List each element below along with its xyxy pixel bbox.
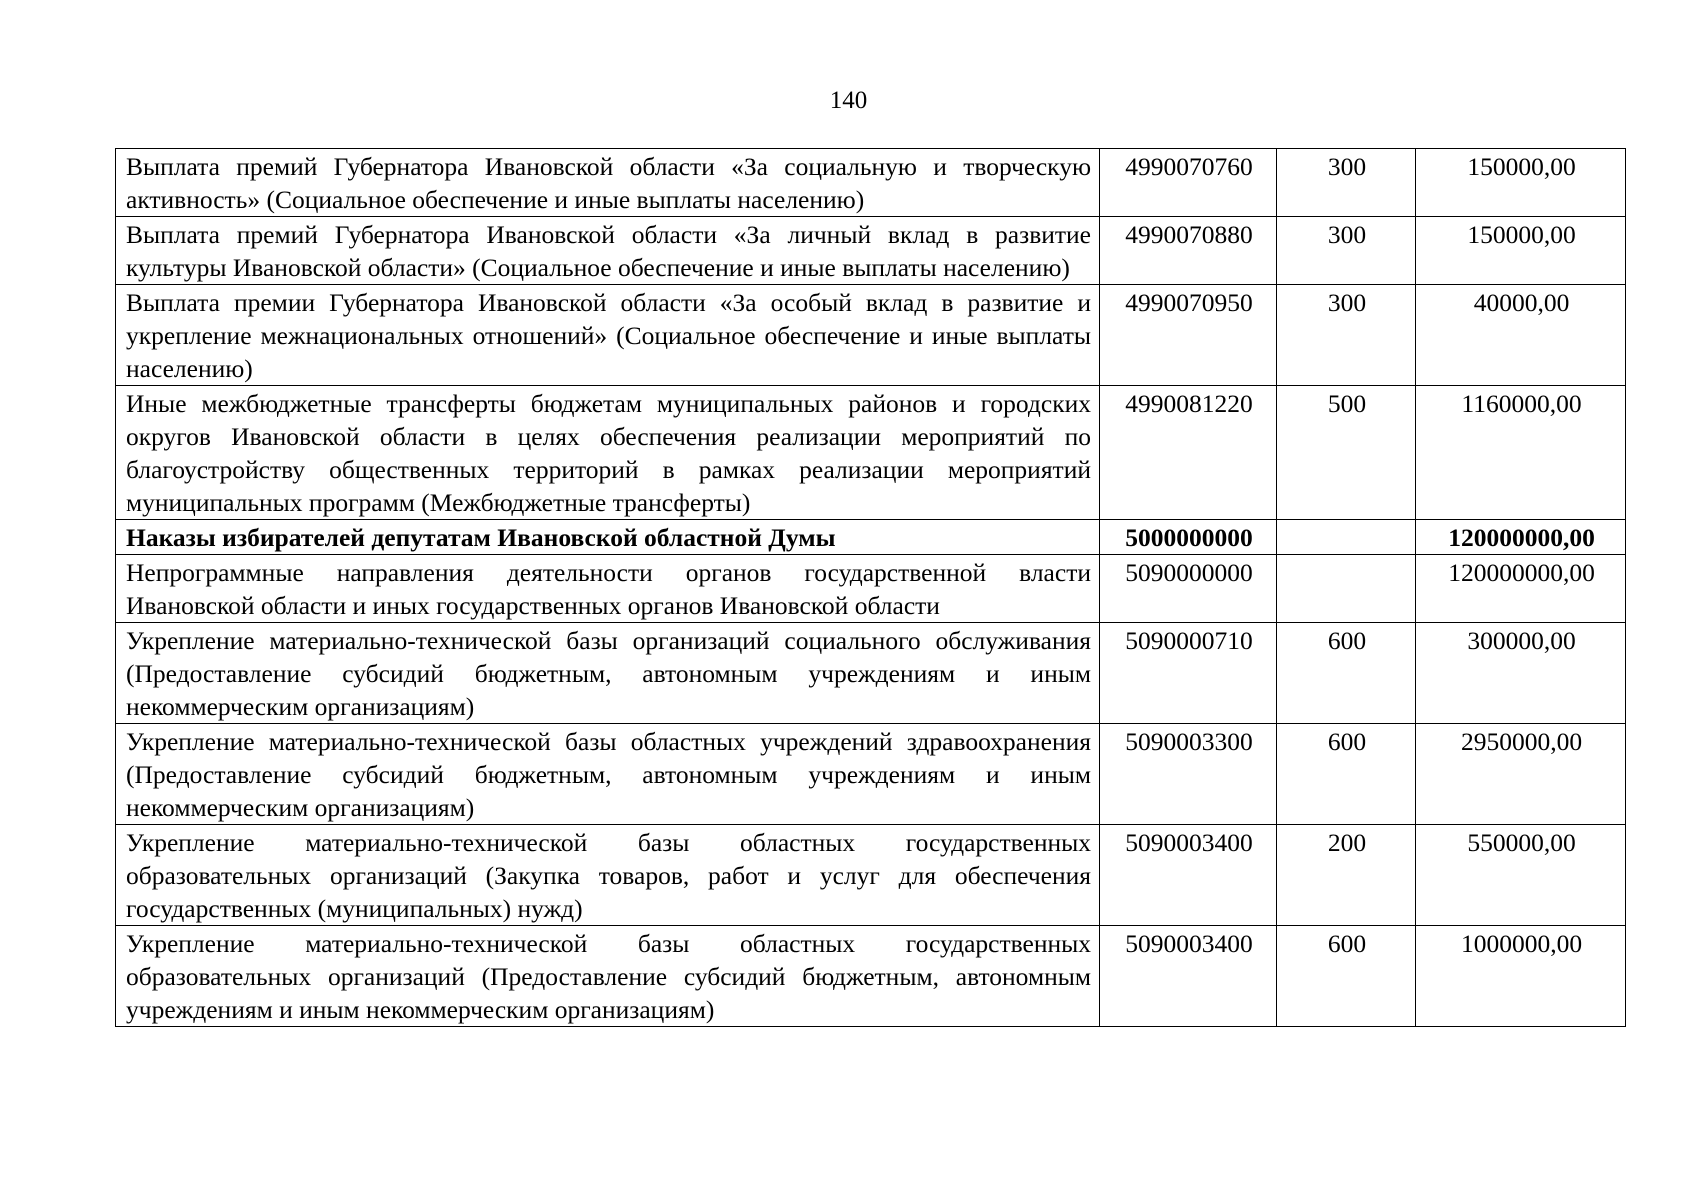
row-amount: 2950000,00 [1416, 724, 1626, 825]
row-description: Выплата премий Губернатора Ивановской области «За социальную и творческую активность» (Социальное обеспечение и иные выплаты населению) [116, 149, 1100, 217]
table-row [116, 217, 1626, 285]
table-row [116, 555, 1626, 623]
row-amount: 1000000,00 [1416, 926, 1626, 1027]
table-row [116, 149, 1626, 217]
row-description: Укрепление материально-технической базы организаций социального обслуживания (Предоставление субсидий бюджетным, автономным учреждениям и иным некоммерческим организациям) [116, 623, 1100, 724]
row-target-code: 4990070760 [1100, 149, 1277, 217]
row-amount: 120000000,00 [1416, 520, 1626, 555]
page-number: 140 [829, 87, 868, 114]
table-row [116, 926, 1626, 1027]
row-expense-type: 600 [1277, 926, 1416, 1027]
row-expense-type: 600 [1277, 623, 1416, 724]
table-row [116, 623, 1626, 724]
table-row [116, 285, 1626, 386]
table-row [116, 386, 1626, 520]
row-description: Наказы избирателей депутатам Ивановской областной Думы [116, 520, 1100, 555]
row-description: Укрепление материально-технической базы областных государственных образовательных организаций (Закупка товаров, работ и услуг для обеспечения государственных (муниципальных) нужд) [116, 825, 1100, 926]
table-row [116, 724, 1626, 825]
row-description: Укрепление материально-технической базы областных государственных образовательных организаций (Предоставление субсидий бюджетным, автономным учреждениям и иным некоммерческим организациям) [116, 926, 1100, 1027]
row-target-code: 5000000000 [1100, 520, 1277, 555]
row-expense-type: 300 [1277, 149, 1416, 217]
row-description: Укрепление материально-технической базы областных учреждений здравоохранения (Предоставление субсидий бюджетным, автономным учреждениям и иным некоммерческим организациям) [116, 724, 1100, 825]
row-expense-type: 300 [1277, 217, 1416, 285]
row-description: Выплата премии Губернатора Ивановской области «За особый вклад в развитие и укрепление межнациональных отношений» (Социальное обеспечение и иные выплаты населению) [116, 285, 1100, 386]
row-expense-type: 500 [1277, 386, 1416, 520]
row-amount: 1160000,00 [1416, 386, 1626, 520]
table-row-section-total [116, 520, 1626, 555]
row-amount: 120000000,00 [1416, 555, 1626, 623]
row-target-code: 5090003400 [1100, 926, 1277, 1027]
row-target-code: 5090000000 [1100, 555, 1277, 623]
row-expense-type: 300 [1277, 285, 1416, 386]
row-target-code: 5090003300 [1100, 724, 1277, 825]
row-target-code: 4990070950 [1100, 285, 1277, 386]
row-amount: 550000,00 [1416, 825, 1626, 926]
row-amount: 40000,00 [1416, 285, 1626, 386]
row-expense-type: 600 [1277, 724, 1416, 825]
budget-table [115, 148, 1626, 1027]
row-amount: 300000,00 [1416, 623, 1626, 724]
row-description: Выплата премий Губернатора Ивановской области «За личный вклад в развитие культуры Ивановской области» (Социальное обеспечение и иные выплаты населению) [116, 217, 1100, 285]
row-target-code: 4990070880 [1100, 217, 1277, 285]
row-target-code: 4990081220 [1100, 386, 1277, 520]
row-target-code: 5090000710 [1100, 623, 1277, 724]
row-expense-type [1277, 520, 1416, 555]
row-expense-type: 200 [1277, 825, 1416, 926]
row-description: Иные межбюджетные трансферты бюджетам муниципальных районов и городских округов Ивановской области в целях обеспечения реализации мероприятий по благоустройству общественных территорий в рамках реализации мероприятий муниципальных программ (Межбюджетные трансферты) [116, 386, 1100, 520]
row-amount: 150000,00 [1416, 217, 1626, 285]
row-description: Непрограммные направления деятельности органов государственной власти Ивановской области и иных государственных органов Ивановской области [116, 555, 1100, 623]
row-target-code: 5090003400 [1100, 825, 1277, 926]
table-row [116, 825, 1626, 926]
row-amount: 150000,00 [1416, 149, 1626, 217]
row-expense-type [1277, 555, 1416, 623]
